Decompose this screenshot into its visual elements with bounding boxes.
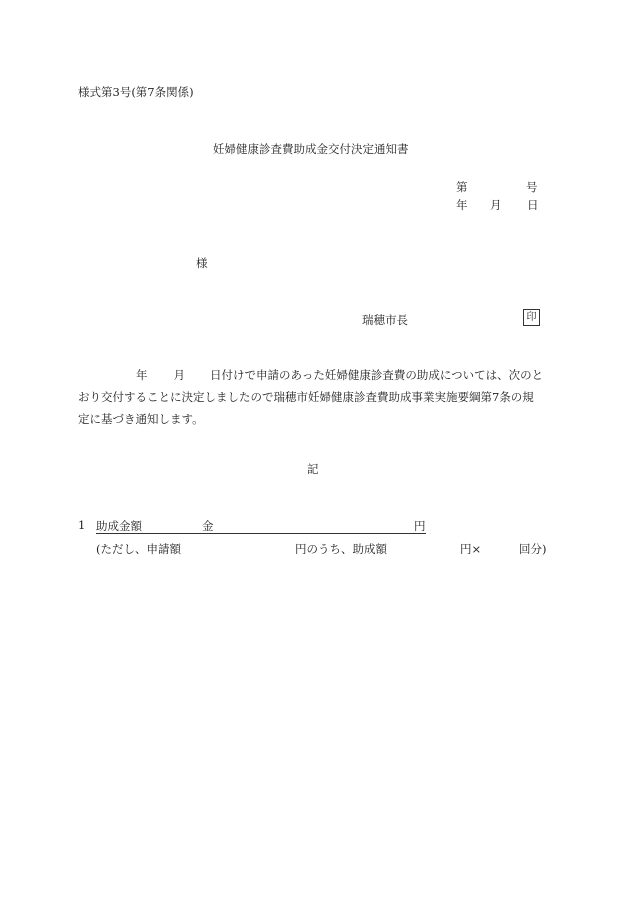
doc-number-prefix: 第 (456, 180, 468, 194)
date-day-label: 日 (527, 198, 539, 212)
body-year: 年 (136, 368, 148, 382)
document-title: 妊婦健康診査費助成金交付決定通知書 (213, 142, 409, 156)
grant-detail-yen-times: 円× (460, 542, 482, 556)
item-number: 1 (78, 518, 86, 532)
body-line-2: おり交付することに決定しましたので瑞穂市妊婦健康診査費助成事業実施要綱第7条の規 (78, 390, 534, 404)
body-line1-text: 日付けで申請のあった妊婦健康診査費の助成については、次のと (210, 368, 544, 382)
grant-detail-open: (ただし、申請額 (96, 542, 181, 556)
grant-amount-row (96, 518, 426, 534)
date-year-label: 年 (456, 198, 468, 212)
body-line-3: 定に基づき通知します。 (78, 412, 204, 426)
body-paragraph (78, 364, 553, 430)
body-month: 月 (173, 368, 185, 382)
form-number: 様式第3号(第7条関係) (78, 85, 194, 99)
body-line-1 (78, 364, 553, 386)
grant-detail-count: 回分) (519, 542, 547, 556)
grant-detail-mid: 円のうち、助成額 (295, 542, 387, 556)
seal-mark: 印 (523, 309, 540, 326)
grant-amount-label: 助成金額 (96, 519, 142, 533)
doc-number-suffix: 号 (526, 180, 538, 194)
grant-amount-kin: 金 (202, 519, 214, 533)
issuer-title: 瑞穂市長 (362, 313, 408, 327)
ki-heading: 記 (307, 462, 319, 476)
grant-amount-yen: 円 (414, 519, 426, 533)
date-month-label: 月 (490, 198, 502, 212)
recipient-honorific: 様 (196, 256, 208, 270)
